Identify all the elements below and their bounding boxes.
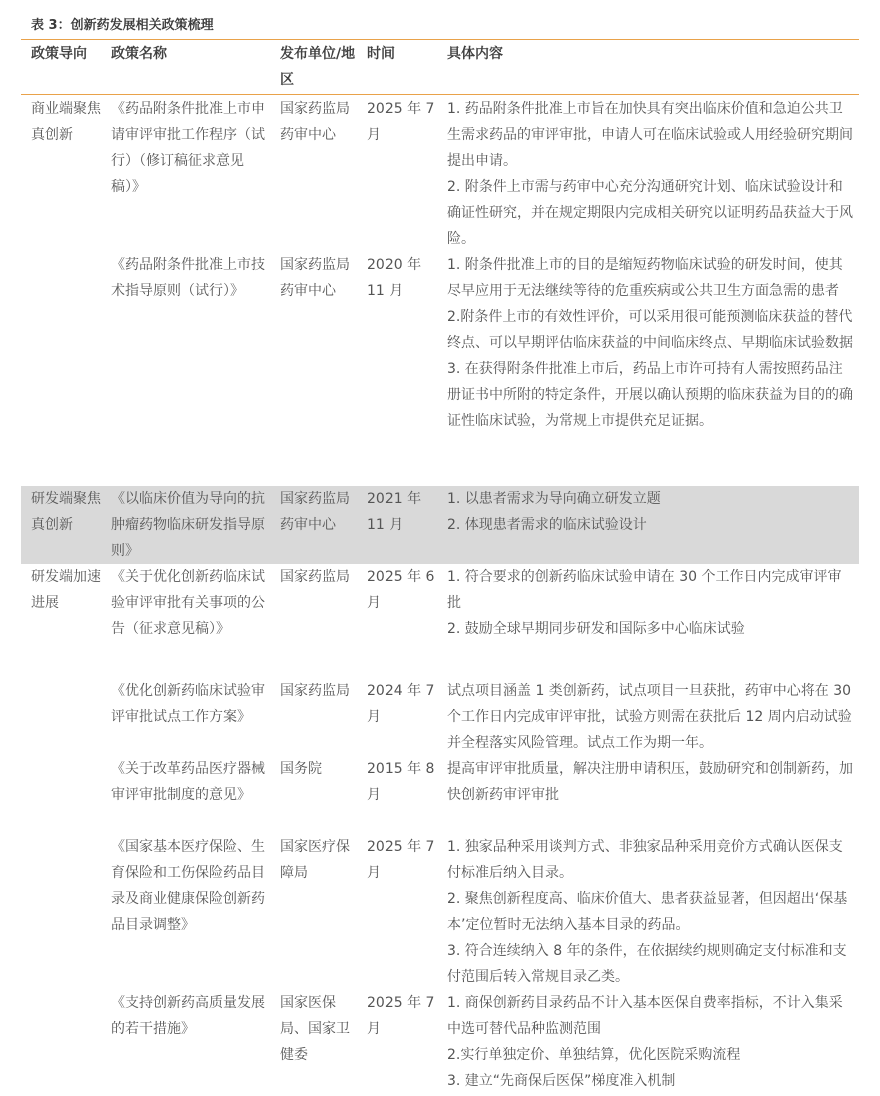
content-cell [438, 756, 859, 834]
direction-cell: 商业端聚焦真创新 [31, 101, 101, 143]
content-item: 1. 附条件批准上市的目的是缩短药物临床试验的研发时间，使其尽早应用于无法继续等待的危重疾病或公共卫生方面急需的患者 [447, 257, 843, 299]
content-item: 1. 独家品种采用谈判方式、非独家品种采用竞价方式确认医保支付标准后纳入目录。 [447, 839, 843, 881]
policy-name-cell: 《关于改革药品医疗器械审评审批制度的意见》 [111, 761, 265, 803]
table-header-row [21, 40, 859, 95]
content-cell [438, 252, 859, 486]
time-cell: 2024 年 7 月 [367, 683, 435, 725]
time-cell: 2021 年 11 月 [367, 491, 422, 533]
content-item: 2. 附条件上市需与药审中心充分沟通研究计划、临床试验设计和确证性研究，并在规定期限内完成相关研究以证明药品获益大于风险。 [447, 179, 853, 247]
content-item: 1. 符合要求的创新药临床试验申请在 30 个工作日内完成审评审批 [447, 569, 842, 611]
direction-cell-empty [21, 252, 101, 486]
content-item: 2. 体现患者需求的临床试验设计 [447, 517, 647, 533]
content-item: 1. 商保创新药目录药品不计入基本医保自费率指标，不计入集采中选可替代品种监测范围 [447, 995, 843, 1037]
content-item: 3. 在获得附条件批准上市后，药品上市许可持有人需按照药品注册证书中所附的特定条件，开展以确认预期的临床获益为目的的确证性临床试验，为常规上市提供充足证据。 [447, 361, 853, 429]
table-row [21, 564, 859, 678]
time-cell: 2020 年 11 月 [367, 257, 422, 299]
content-cell [438, 834, 859, 990]
policy-table [21, 39, 859, 1094]
header-name: 政策名称 [111, 46, 167, 62]
header-time: 时间 [367, 46, 395, 62]
content-cell [438, 564, 859, 678]
table-group-rnd-innovation [21, 486, 859, 564]
table-row [21, 756, 859, 834]
content-cell [438, 990, 859, 1094]
policy-name-cell: 《支持创新药高质量发展的若干措施》 [111, 995, 265, 1037]
table-row [21, 252, 859, 486]
content-item: 3. 建立“先商保后医保”梯度准入机制 [447, 1073, 676, 1089]
direction-cell-empty [21, 990, 101, 1094]
table-row [21, 486, 859, 564]
content-item: 试点项目涵盖 1 类创新药，试点项目一旦获批，药审中心将在 30 个工作日内完成审评审批，试验方则需在获批后 12 周内启动试验并全程落实风险管理。试点工作为期一年。 [447, 683, 852, 751]
header-content: 具体内容 [447, 46, 503, 62]
content-item: 2.附条件上市的有效性评价，可以采用很可能预测临床获益的替代终点、可以早期评估临床获益的中间临床终点、早期临床试验数据 [447, 309, 853, 351]
policy-name-cell: 《以临床价值为导向的抗肿瘤药物临床研发指导原则》 [111, 491, 265, 559]
table-caption: 表 3：创新药发展相关政策梳理 [31, 18, 214, 33]
direction-cell: 研发端加速进展 [31, 569, 101, 611]
content-cell [438, 486, 859, 564]
content-item: 1. 以患者需求为导向确立研发立题 [447, 491, 661, 507]
policy-name-cell: 《国家基本医疗保险、生育保险和工伤保险药品目录及商业健康保险创新药品目录调整》 [111, 839, 265, 933]
header-issuer: 发布单位/地区 [280, 46, 356, 88]
direction-cell-empty [21, 678, 101, 756]
content-item: 1. 药品附条件批准上市旨在加快具有突出临床价值和急迫公共卫生需求药品的审评审批，申请人可在临床试验或人用经验研究期间提出申请。 [447, 101, 853, 169]
time-cell: 2025 年 6 月 [367, 569, 435, 611]
issuer-cell: 国家药监局 [280, 569, 350, 585]
content-cell [438, 678, 859, 756]
policy-name-cell: 《关于优化创新药临床试验审评审批有关事项的公告（征求意见稿）》 [111, 569, 265, 637]
table-row [21, 678, 859, 756]
direction-cell-empty [21, 756, 101, 834]
table-row [21, 96, 859, 252]
content-item: 2. 聚焦创新程度高、临床价值大、患者获益显著，但因超出‘保基本’定位暂时无法纳入基本目录的药品。 [447, 891, 848, 933]
issuer-cell: 国家药监局 [280, 683, 350, 699]
policy-name-cell: 《优化创新药临床试验审评审批试点工作方案》 [111, 683, 265, 725]
issuer-cell: 国家医保局、国家卫健委 [280, 995, 350, 1063]
issuer-cell: 国家药监局药审中心 [280, 257, 350, 299]
time-cell: 2025 年 7 月 [367, 101, 435, 143]
table-row [21, 834, 859, 990]
table-row [21, 990, 859, 1094]
content-item: 3. 符合连续纳入 8 年的条件，在依据续约规则确定支付标准和支付范围后转入常规目录乙类。 [447, 943, 847, 985]
issuer-cell: 国家药监局药审中心 [280, 491, 350, 533]
content-item: 2. 鼓励全球早期同步研发和国际多中心临床试验 [447, 621, 745, 637]
policy-name-cell: 《药品附条件批准上市技术指导原则（试行）》 [111, 257, 265, 299]
policy-name-cell: 《药品附条件批准上市申请审评审批工作程序（试行）（修订稿征求意见稿）》 [111, 101, 265, 195]
issuer-cell: 国家医疗保障局 [280, 839, 350, 881]
header-direction: 政策导向 [31, 46, 87, 62]
direction-cell: 研发端聚焦真创新 [31, 491, 101, 533]
issuer-cell: 国家药监局药审中心 [280, 101, 350, 143]
issuer-cell: 国务院 [280, 761, 322, 777]
time-cell: 2025 年 7 月 [367, 839, 435, 881]
time-cell: 2025 年 7 月 [367, 995, 435, 1037]
content-item: 2.实行单独定价、单独结算，优化医院采购流程 [447, 1047, 741, 1063]
content-cell [438, 96, 859, 252]
table-group-rnd-acceleration [21, 564, 859, 1094]
time-cell: 2015 年 8 月 [367, 761, 435, 803]
direction-cell-empty [21, 834, 101, 990]
content-item: 提高审评审批质量，解决注册申请积压，鼓励研究和创制新药，加快创新药审评审批 [447, 761, 853, 803]
table-group-commercial [21, 95, 859, 486]
